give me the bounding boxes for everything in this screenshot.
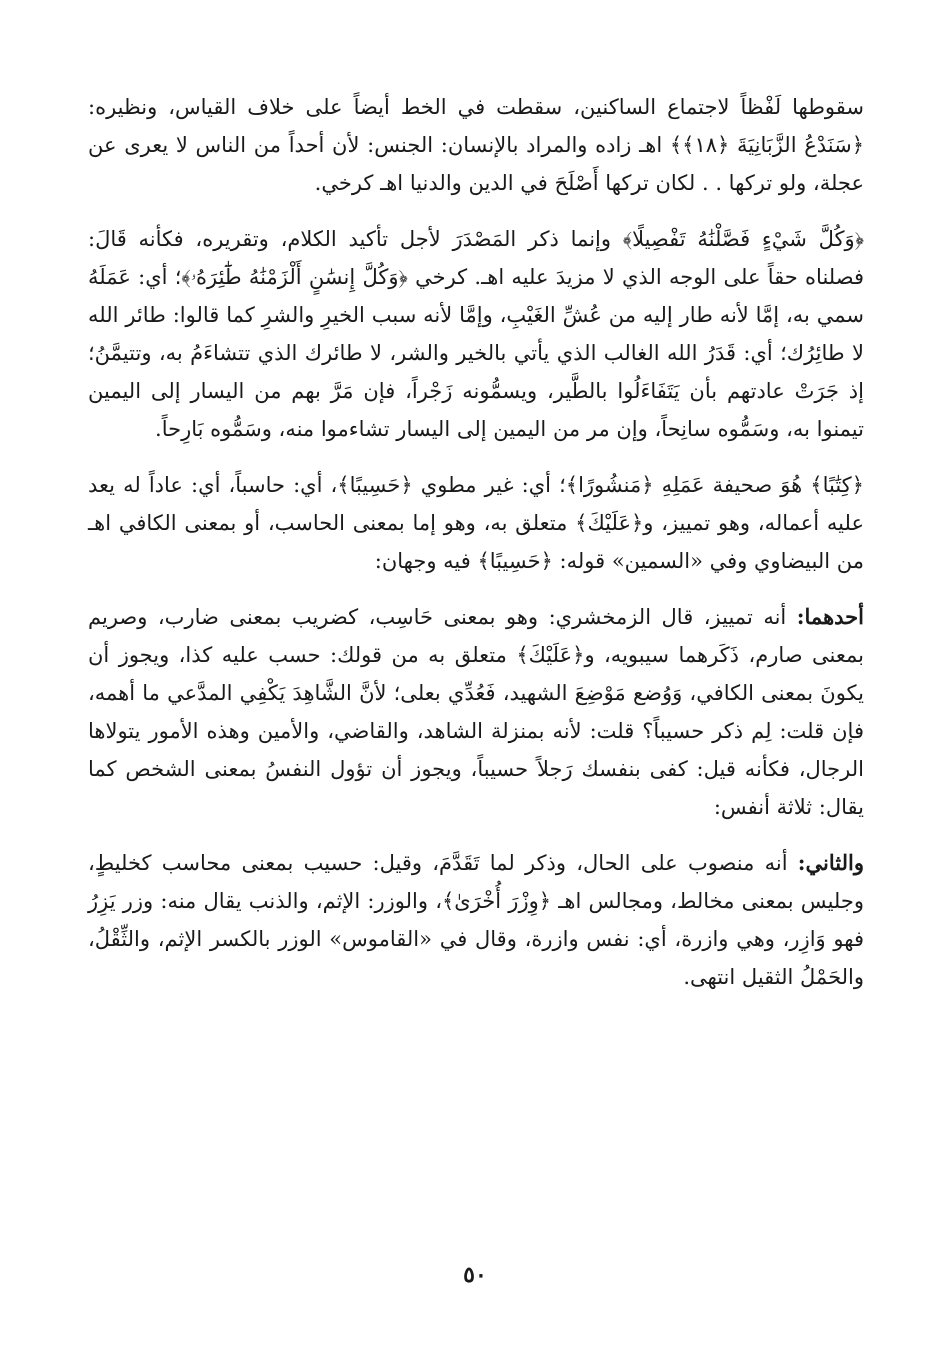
paragraph-3 <box>88 466 864 580</box>
paragraph-2-text: ﴿وَكُلَّ شَيْءٍ فَصَّلْنَٰهُ تَفْصِيلًا﴾ وإنما ذكر المَصْدَرَ لأجل تأكيد الكلام، وتقريره، فكأنه قَالَ: فصلناه حقاً على الوجه الذي لا مزيدَ عليه اهـ. كرخي ﴿وَكُلَّ إِنسَٰنٍ أَلْزَمْنَٰهُ طَٰٓئِرَهُۥ﴾؛ أي: عَمَلَهُ سمي به، إمَّا لأنه طار إليه من عُشِّ الغَيْبِ، وإمَّا لأنه سبب الخيرِ والشرِ كما قالوا: طائر الله لا طائِرُك؛ أي: قَدَرُ الله الغالب الذي يأتي بالخير والشر، لا طائرك الذي تتشاءَمُ به، وتتيمَّنُ؛ إذ جَرَتْ عادتهم بأن يَتَفَاءَلُوا بالطَّير، ويسمُّونه زَجْراً، فإن مَرَّ بهم من اليسار إلى اليمين تيمنوا به، وسَمُّوه سانِحاً، وإن مر من اليمين إلى اليسار تشاءموا منه، وسَمُّوه بَارِحاً. <box>88 227 864 441</box>
paragraph-4-lead: أحدهما: <box>796 604 864 629</box>
document-page <box>88 88 864 1014</box>
paragraph-3-text: ﴿كِتَٰبًا﴾ هُوَ صحيفة عَمَلِهِ ﴿مَنشُورًا﴾؛ أي: غير مطوي ﴿حَسِيبًا﴾، أي: حاسباً، أي: عاداً له يعد عليه أعماله، وهو تمييز، و﴿عَلَيْكَ﴾ متعلق به، وهو إما بمعنى الحاسب، أو بمعنى الكافي اهـ من البيضاوي وفي «السمين» قوله: ﴿حَسِيبًا﴾ فيه وجهان: <box>88 473 864 573</box>
paragraph-5-text: أنه منصوب على الحال، وذكر لما تَقَدَّمَ، وقيل: حسيب بمعنى محاسب كخليطٍ، وجليس بمعنى مخالط، ومجالس اهـ ﴿وِزْرَ أُخْرَىٰ﴾، والوزر: الإثم، والذنب يقال منه: وزر يَزِرُ فهو وَازِر، وهي وازرة، أي: نفس وازرة، وقال في «القاموس» الوزر بالكسر الإثم، والثِّقْلُ، والحَمْلُ الثقيل انتهى. <box>88 851 864 989</box>
paragraph-4-text: أنه تمييز، قال الزمخشري: وهو بمعنى حَاسِب، كضريب بمعنى ضارب، وصريم بمعنى صارم، ذَكَرهما سيبويه، و﴿عَلَيْكَ﴾ متعلق به من قولك: حسب عليه كذا، ويجوز أن يكونَ بمعنى الكافي، وَوُضع مَوْضِعَ الشهيد، فَعُدِّي بعلى؛ لأنَّ الشَّاهِدَ يَكْفِي المدَّعي ما أهمه، فإن قلت: لِم ذكر حسيباً؟ قلت: لأنه بمنزلة الشاهد، والقاضي، والأمين وهذه الأمور يتولاها الرجال، فكأنه قيل: كفى بنفسك رَجلاً حسيباً، ويجوز أن تؤول النفسُ بمعنى الشخص كما يقال: ثلاثة أنفس: <box>88 605 864 819</box>
paragraph-4 <box>88 598 864 826</box>
page-number: ٥٠ <box>463 1262 487 1288</box>
paragraph-1-text: سقوطها لَفْظاً لاجتماع الساكنين، سقطت في الخط أيضاً على خلاف القياس، ونظيره: ﴿سَنَدْعُ الزَّبَانِيَةَ ﴿١٨﴾﴾ اهـ زاده والمراد بالإنسان: الجنس: لأن أحداً من الناس لا يعرى عن عجلة، ولو تركها . . لكان تركها أَصْلَحَ في الدين والدنيا اهـ كرخي. <box>88 95 864 195</box>
paragraph-5-lead: والثاني: <box>797 850 864 875</box>
paragraph-5 <box>88 844 864 996</box>
paragraph-2 <box>88 220 864 448</box>
paragraph-1 <box>88 88 864 202</box>
